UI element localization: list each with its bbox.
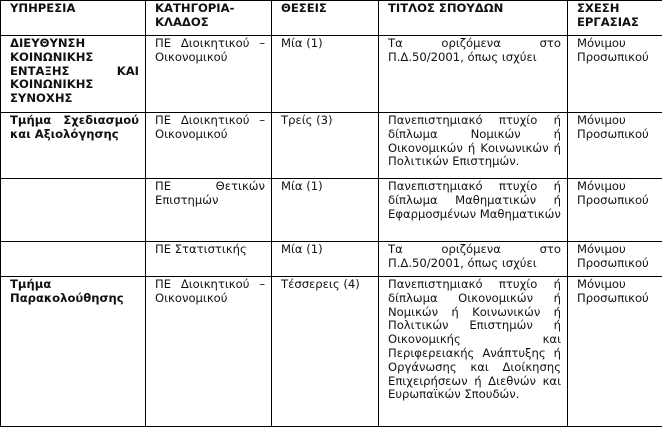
cell-positions: Μία (1) [272, 242, 379, 277]
cell-employment: Μόνιμου Προσωπικού [568, 36, 662, 113]
cell-unit: ΔΙΕΥΘΥΝΣΗ ΚΟΙΝΩΝΙΚΗΣ ΕΝΤΑΞΗΣ ΚΑΙ ΚΟΙΝΩΝΙΚΗΣ ΣΥΝΟΧΗΣ [1, 36, 146, 113]
cell-positions: Μία (1) [272, 36, 379, 113]
cell-degree: Τα οριζόμενα στο Π.Δ.50/2001, όπως ισχύει [379, 36, 568, 113]
cell-employment: Μόνιμου Προσωπικού [568, 179, 662, 242]
cell-employment: Μόνιμου Προσωπικού [568, 277, 662, 427]
cell-degree: Τα οριζόμενα στο Π.Δ.50/2001, όπως ισχύει [379, 242, 568, 277]
cell-employment: Μόνιμου Προσωπικού [568, 113, 662, 179]
table-header-row [1, 1, 662, 36]
cell-positions: Τέσσερεις (4) [272, 277, 379, 427]
table-row [1, 36, 662, 113]
header-employment: ΣΧΕΣΗ ΕΡΓΑΣΙΑΣ [568, 1, 662, 36]
table-row [1, 242, 662, 277]
cell-unit: Τμήμα Σχεδιασμού και Αξιολόγησης [1, 113, 146, 179]
cell-category: ΠΕ Θετικών Επιστημών [146, 179, 272, 242]
table-row [1, 179, 662, 242]
cell-employment: Μόνιμου Προσωπικού [568, 242, 662, 277]
table-row [1, 277, 662, 427]
cell-unit: Τμήμα Παρακολούθησης [1, 277, 146, 427]
cell-degree: Πανεπιστημιακό πτυχίο ή δίπλωμα Οικονομικών ή Νομικών ή Κοινωνικών ή Πολιτικών Επιστημών ή Οικονομικής και Περιφερειακής Ανάπτυξης ή Οργάνωσης και Διοίκησης Επιχειρήσεων ή Διεθνών και Ευρωπαϊκών Σπουδών. [379, 277, 568, 427]
cell-degree: Πανεπιστημιακό πτυχίο ή δίπλωμα Μαθηματικών ή Εφαρμοσμένων Μαθηματικών [379, 179, 568, 242]
header-positions: ΘΕΣΕΙΣ [272, 1, 379, 36]
table-row [1, 113, 662, 179]
cell-category: ΠΕ Στατιστικής [146, 242, 272, 277]
cell-unit [1, 242, 146, 277]
cell-positions: Τρείς (3) [272, 113, 379, 179]
cell-unit [1, 179, 146, 242]
cell-category: ΠΕ Διοικητικού – Οικονομικού [146, 113, 272, 179]
header-category: ΚΑΤΗΓΟΡΙΑ-ΚΛΑΔΟΣ [146, 1, 272, 36]
cell-category: ΠΕ Διοικητικού – Οικονομικού [146, 36, 272, 113]
header-degree: ΤΙΤΛΟΣ ΣΠΟΥΔΩΝ [379, 1, 568, 36]
cell-positions: Μία (1) [272, 179, 379, 242]
cell-category: ΠΕ Διοικητικού – Οικονομικού [146, 277, 272, 427]
cell-degree: Πανεπιστημιακό πτυχίο ή δίπλωμα Νομικών ή Οικονομικών ή Κοινωνικών ή Πολιτικών Επιστημών. [379, 113, 568, 179]
header-unit: ΥΠΗΡΕΣΙΑ [1, 1, 146, 36]
